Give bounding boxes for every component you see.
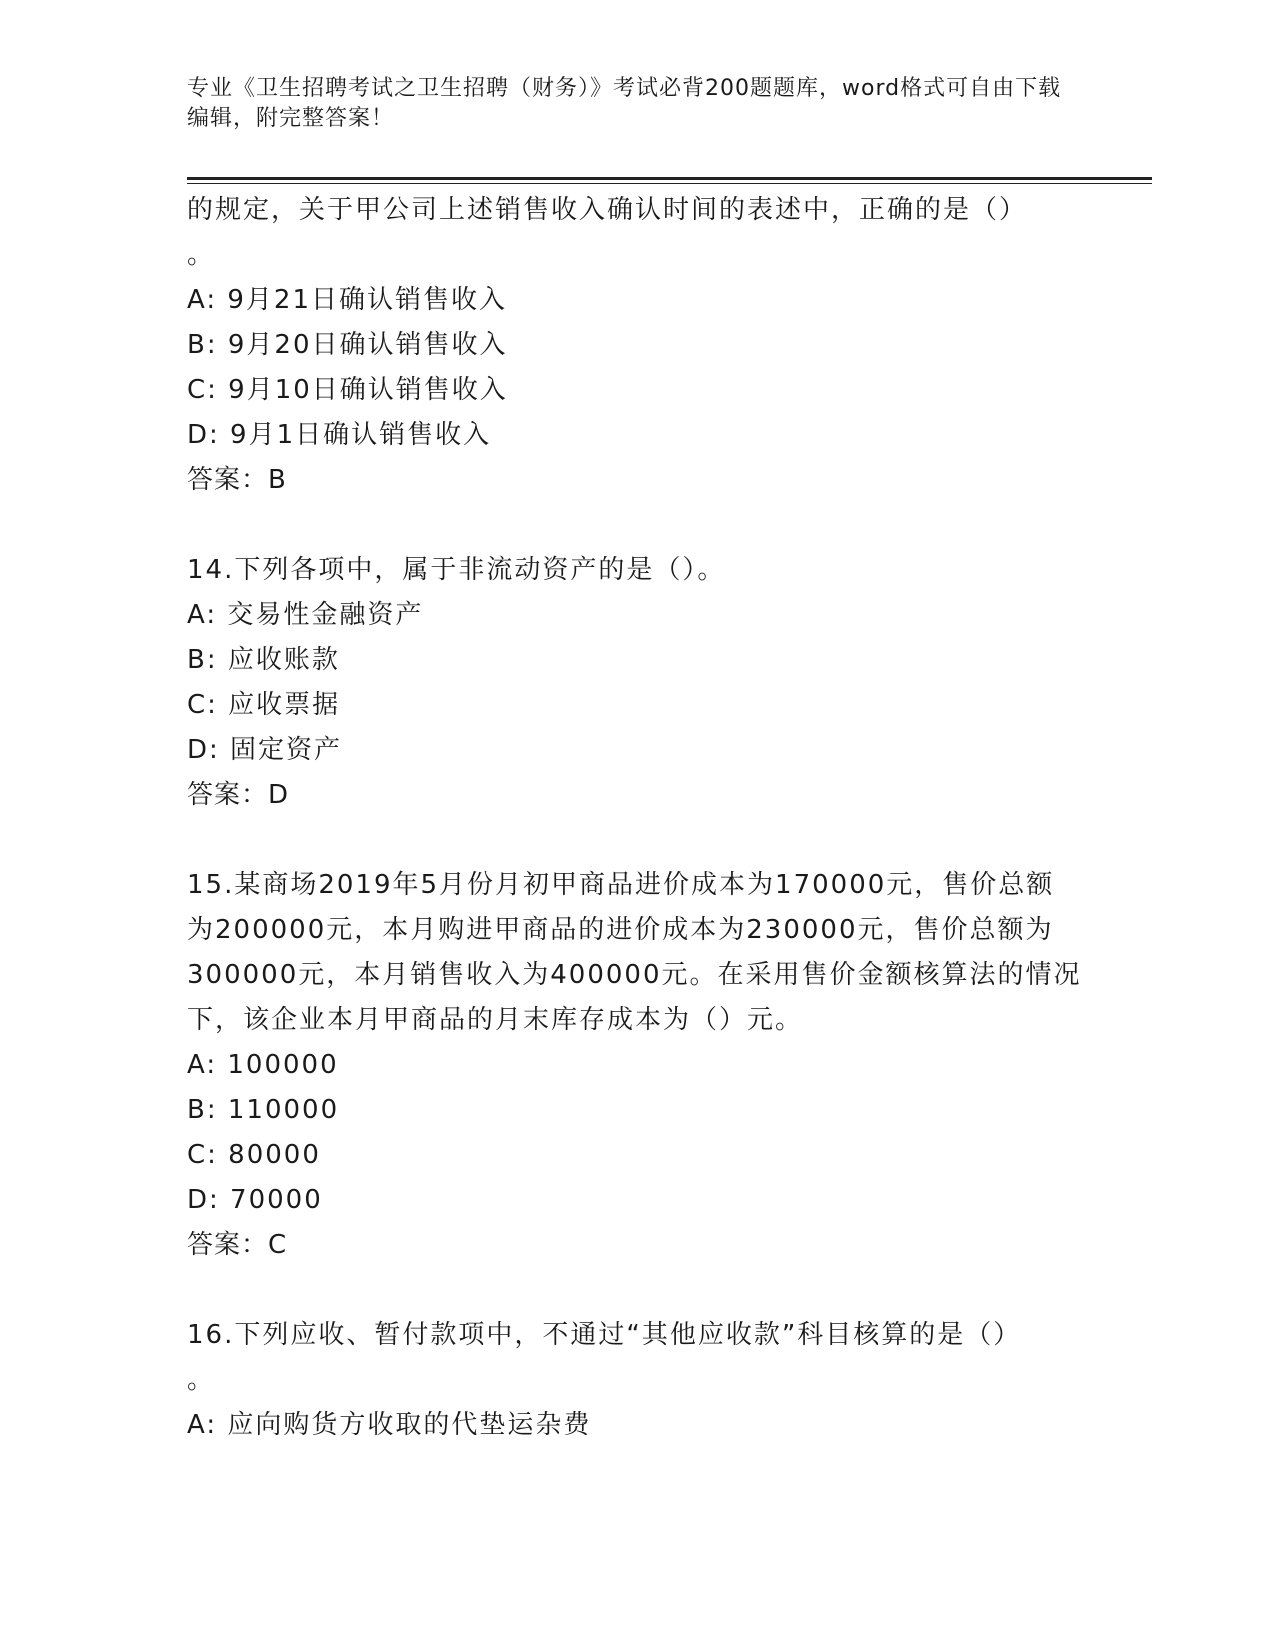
question-stem-line: 的规定，关于甲公司上述销售收入确认时间的表述中，正确的是（）	[187, 195, 1028, 225]
question-stem: 14.下列各项中，属于非流动资产的是（）。	[187, 555, 726, 585]
option-b: B: 应收账款	[187, 645, 340, 675]
document-body	[187, 188, 1097, 1448]
document-header: 专业《卫生招聘考试之卫生招聘（财务）》考试必背200题题库，word格式可自由下载编辑，附完整答案！	[187, 76, 1062, 131]
question-15	[187, 863, 1097, 1268]
question-13-continuation	[187, 188, 1097, 503]
option-a: A: 交易性金融资产	[187, 600, 424, 630]
question-stem-line: 。	[187, 240, 216, 270]
option-c: C: 9月10日确认销售收入	[187, 375, 508, 405]
option-c: C: 80000	[187, 1140, 321, 1170]
option-d: D: 70000	[187, 1185, 323, 1215]
option-a: A: 9月21日确认销售收入	[187, 285, 507, 315]
header-divider-thick	[187, 177, 1152, 180]
question-stem-line: 。	[187, 1365, 216, 1395]
question-16	[187, 1313, 1097, 1448]
option-b: B: 9月20日确认销售收入	[187, 330, 508, 360]
question-stem-line: 下，该企业本月甲商品的月末库存成本为（）元。	[187, 1005, 804, 1035]
option-c: C: 应收票据	[187, 690, 341, 720]
answer-label: 答案：B	[187, 465, 287, 495]
option-b: B: 110000	[187, 1095, 340, 1125]
option-a: A: 应向购货方收取的代垫运杂费	[187, 1410, 592, 1440]
header-divider-thin	[187, 183, 1152, 184]
option-d: D: 固定资产	[187, 735, 343, 765]
option-d: D: 9月1日确认销售收入	[187, 420, 492, 450]
answer-label: 答案：C	[187, 1230, 288, 1260]
question-stem-line: 16.下列应收、暂付款项中，不通过“其他应收款”科目核算的是（）	[187, 1320, 1022, 1350]
question-stem-line: 为200000元，本月购进甲商品的进价成本为230000元，售价总额为	[187, 915, 1054, 945]
question-stem-line: 15.某商场2019年5月份月初甲商品进价成本为170000元，售价总额	[187, 870, 1055, 900]
question-14	[187, 548, 1097, 818]
question-stem-line: 300000元，本月销售收入为400000元。在采用售价金额核算法的情况	[187, 960, 1082, 990]
option-a: A: 100000	[187, 1050, 339, 1080]
answer-label: 答案：D	[187, 780, 290, 810]
